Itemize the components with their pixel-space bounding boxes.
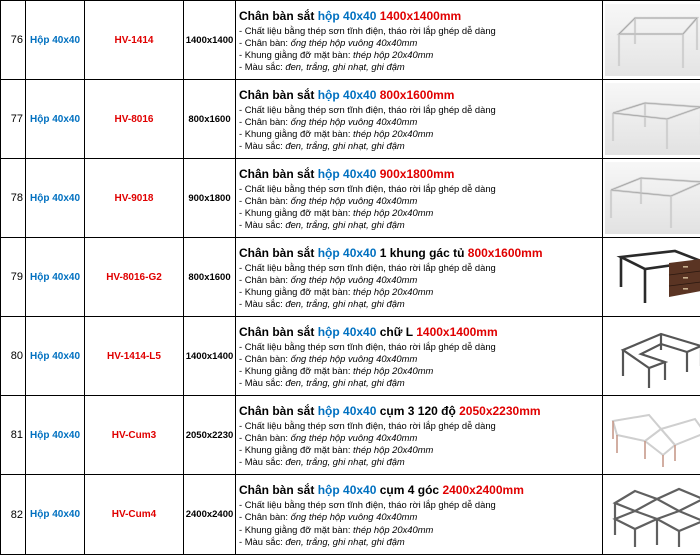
row-image [603,80,700,159]
spec-line-colors [239,61,602,73]
table-row [1,317,700,396]
row-description [236,159,603,238]
spec-label: - Khung giằng đỡ mặt bàn: [239,49,351,60]
title-base: Chân bàn sắt [239,245,315,260]
spec-line-legs [239,195,602,207]
spec-label: - Màu sắc: [239,535,283,547]
spec-value: ống thép hộp vuông 40x40mm [290,115,418,127]
row-image [603,238,700,317]
spec-label: - Chân bàn: [239,352,288,364]
white-rect-table-frame-icon [605,162,700,234]
white-rect-table-frame-icon [605,83,700,155]
row-code: HV-8016-G2 [85,238,184,317]
row-image [603,1,700,80]
spec-line-colors [239,298,602,310]
spec-line-brace [239,128,602,140]
title-material: hộp 40x40 [317,87,377,102]
spec-line-colors [239,219,602,231]
spec-value: đen, trắng, ghi nhạt, ghi đậm [285,535,405,547]
spec-line-legs [239,274,602,286]
spec-value: thép hộp 20x40mm [353,523,434,535]
description-title [239,483,602,498]
spec-value: đen, trắng, ghi nhạt, ghi đậm [285,61,405,73]
title-extra: 1 khung gác tủ [379,245,465,260]
row-image [603,159,700,238]
title-size: 800x1600mm [467,245,543,260]
title-size: 1400x1400mm [379,8,462,23]
row-code: HV-9018 [85,159,184,238]
spec-line-material: - Chất liệu bằng thép sơn tĩnh điện, tháo rời lắp ghép dễ dàng [239,419,496,431]
spec-line-material: - Chất liệu bằng thép sơn tĩnh điện, tháo rời lắp ghép dễ dàng [239,182,496,194]
black-frame-with-cabinet-icon [605,241,700,313]
spec-line-material: - Chất liệu bằng thép sơn tĩnh điện, tháo rời lắp ghép dễ dàng [239,24,496,36]
description-title [239,88,602,103]
row-description [236,238,603,317]
row-image [603,396,700,475]
row-code: HV-Cum3 [85,396,184,475]
spec-value: thép hộp 20x40mm [353,49,434,60]
row-size: 1400x1400 [184,317,236,396]
row-code: HV-1414 [85,1,184,80]
title-material: hộp 40x40 [317,245,377,260]
spec-line-legs [239,432,602,444]
row-material: Hộp 40x40 [26,159,85,238]
row-description [236,475,603,555]
spec-line-legs [239,353,602,365]
spec-value: thép hộp 20x40mm [353,207,434,218]
title-base: Chân bàn sắt [239,483,315,498]
row-description [236,396,603,475]
grey-cluster-4-frame-icon [605,479,700,551]
title-base: Chân bàn sắt [239,8,315,23]
row-image [603,475,700,555]
row-code: HV-Cum4 [85,475,184,555]
title-size: 2050x2230mm [459,403,541,418]
row-material: Hộp 40x40 [26,238,85,317]
spec-line-material: - Chất liệu bằng thép sơn tĩnh điện, tháo rời lắp ghép dễ dàng [239,499,496,511]
row-description [236,80,603,159]
spec-line-colors [239,456,602,468]
row-size: 900x1800 [184,159,236,238]
row-material: Hộp 40x40 [26,80,85,159]
table-row [1,475,700,555]
table-row [1,396,700,475]
row-index: 80 [1,317,26,396]
spec-line-material: - Chất liệu bằng thép sơn tĩnh điện, tháo rời lắp ghép dễ dàng [239,340,496,352]
title-size: 900x1800mm [379,166,455,181]
spec-label: - Chân bàn: [239,431,288,443]
row-size: 1400x1400 [184,1,236,80]
spec-line-material: - Chất liệu bằng thép sơn tĩnh điện, tháo rời lắp ghép dễ dàng [239,261,496,273]
spec-label: - Màu sắc: [239,61,283,73]
row-size: 2050x2230 [184,396,236,475]
title-material: hộp 40x40 [317,483,377,498]
row-code: HV-1414-L5 [85,317,184,396]
title-material: hộp 40x40 [317,324,377,339]
row-description [236,317,603,396]
title-extra: chữ L [379,324,413,339]
title-material: hộp 40x40 [317,166,377,181]
title-extra: cụm 3 120 độ [379,403,456,418]
spec-label: - Màu sắc: [239,456,283,468]
spec-label: - Chân bàn: [239,115,288,127]
spec-line-legs [239,37,602,49]
description-title [239,9,602,24]
spec-line-material: - Chất liệu bằng thép sơn tĩnh điện, tháo rời lắp ghép dễ dàng [239,103,496,115]
table-row [1,1,700,80]
spec-line-brace [239,207,602,219]
spec-value: thép hộp 20x40mm [353,128,434,139]
spec-value: ống thép hộp vuông 40x40mm [290,36,418,48]
row-description [236,1,603,80]
spec-label: - Khung giằng đỡ mặt bàn: [239,286,351,297]
spec-value: đen, trắng, ghi nhạt, ghi đậm [285,456,405,468]
spec-value: ống thép hộp vuông 40x40mm [290,352,418,364]
title-base: Chân bàn sắt [239,403,315,418]
spec-line-legs [239,116,602,128]
grey-l-shape-frame-icon [605,320,700,392]
spec-label: - Khung giằng đỡ mặt bàn: [239,444,351,455]
row-material: Hộp 40x40 [26,1,85,80]
spec-label: - Màu sắc: [239,219,283,231]
white-cluster-3-frame-icon [605,399,700,471]
title-size: 2400x2400mm [442,483,524,498]
title-size: 800x1600mm [379,87,455,102]
row-index: 77 [1,80,26,159]
title-base: Chân bàn sắt [239,87,315,102]
row-image [603,317,700,396]
spec-label: - Màu sắc: [239,140,283,152]
row-material: Hộp 40x40 [26,475,85,555]
spec-value: đen, trắng, ghi nhạt, ghi đậm [285,219,405,231]
row-index: 79 [1,238,26,317]
row-index: 76 [1,1,26,80]
spec-line-brace [239,49,602,61]
title-base: Chân bàn sắt [239,166,315,181]
row-index: 81 [1,396,26,475]
spec-line-brace [239,286,602,298]
spec-label: - Chân bàn: [239,273,288,285]
row-code: HV-8016 [85,80,184,159]
spec-label: - Chân bàn: [239,511,288,523]
spec-label: - Khung giằng đỡ mặt bàn: [239,365,351,376]
row-index: 78 [1,159,26,238]
table-row [1,159,700,238]
spec-label: - Khung giằng đỡ mặt bàn: [239,523,351,535]
white-square-table-frame-icon [605,4,700,76]
title-size: 1400x1400mm [416,324,498,339]
title-extra: cụm 4 góc [379,483,440,498]
title-base: Chân bàn sắt [239,324,315,339]
spec-line-brace [239,444,602,456]
table-row [1,80,700,159]
spec-label: - Màu sắc: [239,298,283,310]
row-material: Hộp 40x40 [26,317,85,396]
row-size: 2400x2400 [184,475,236,555]
spec-value: đen, trắng, ghi nhạt, ghi đậm [285,140,405,152]
spec-line-brace [239,524,602,536]
spec-value: ống thép hộp vuông 40x40mm [290,194,418,206]
title-material: hộp 40x40 [317,403,377,418]
spec-label: - Khung giằng đỡ mặt bàn: [239,128,351,139]
spec-value: thép hộp 20x40mm [353,286,434,297]
spec-label: - Màu sắc: [239,377,283,389]
row-index: 82 [1,475,26,555]
spec-value: đen, trắng, ghi nhạt, ghi đậm [285,298,405,310]
row-size: 800x1600 [184,238,236,317]
spec-line-brace [239,365,602,377]
spec-value: thép hộp 20x40mm [353,444,434,455]
spec-value: ống thép hộp vuông 40x40mm [290,431,418,443]
description-title [239,246,602,261]
row-material: Hộp 40x40 [26,396,85,475]
spec-line-legs [239,511,602,523]
spec-label: - Chân bàn: [239,36,288,48]
spec-value: thép hộp 20x40mm [353,365,434,376]
spec-line-colors [239,377,602,389]
spec-label: - Chân bàn: [239,194,288,206]
spec-value: đen, trắng, ghi nhạt, ghi đậm [285,377,405,389]
description-title [239,325,602,340]
spec-line-colors [239,140,602,152]
row-size: 800x1600 [184,80,236,159]
description-title [239,167,602,182]
spec-value: ống thép hộp vuông 40x40mm [290,511,418,523]
description-title [239,404,602,419]
spec-line-colors [239,536,602,548]
title-material: hộp 40x40 [317,8,377,23]
spec-label: - Khung giằng đỡ mặt bàn: [239,207,351,218]
table-row [1,238,700,317]
spec-value: ống thép hộp vuông 40x40mm [290,273,418,285]
